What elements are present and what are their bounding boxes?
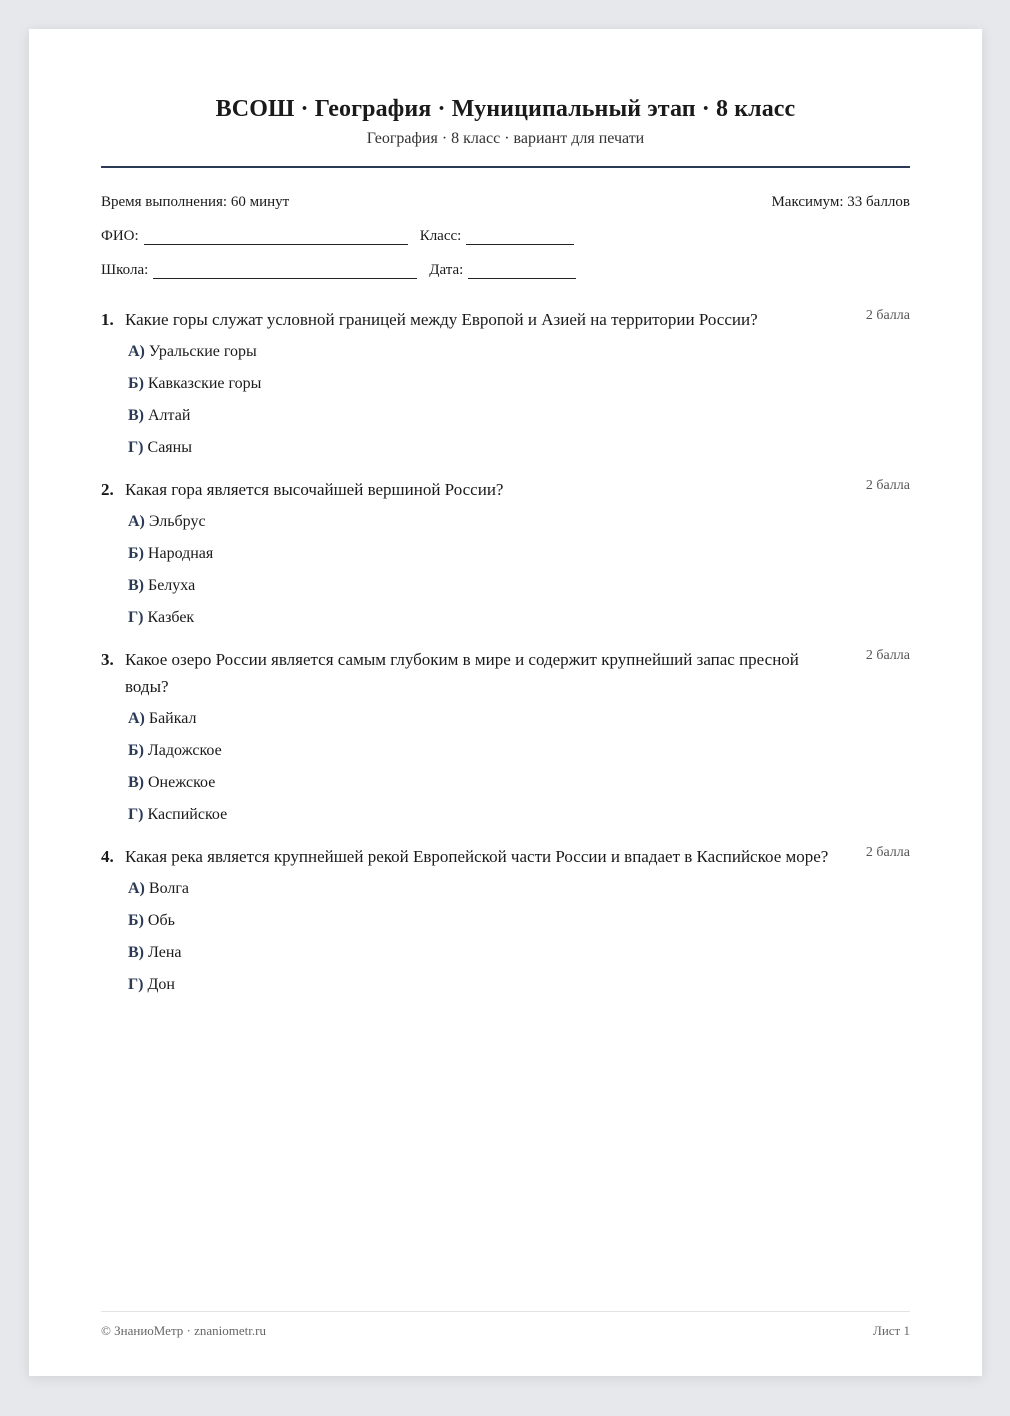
option-text: Уральские горы bbox=[148, 343, 257, 360]
option-letter: А) bbox=[128, 880, 145, 897]
option-letter: В) bbox=[128, 577, 144, 594]
option-letter: А) bbox=[128, 710, 145, 727]
question-4 bbox=[101, 843, 910, 995]
question-text: Какие горы служат условной границей между Европой и Азией на территории России? bbox=[125, 310, 758, 329]
option-text: Лена bbox=[148, 944, 182, 961]
page-subtitle: География · 8 класс · вариант для печати bbox=[366, 130, 645, 147]
answer-option bbox=[128, 342, 910, 362]
question-3 bbox=[101, 646, 910, 825]
option-text: Эльбрус bbox=[148, 513, 206, 530]
class-blank-line bbox=[466, 230, 574, 245]
page-title: ВСОШ · География · Муниципальный этап · 8 класс bbox=[215, 96, 796, 122]
class-label: Класс: bbox=[419, 228, 462, 244]
question-points: 2 балла bbox=[865, 478, 910, 493]
option-letter: В) bbox=[128, 407, 144, 424]
option-text: Казбек bbox=[147, 609, 195, 626]
option-text: Волга bbox=[148, 880, 189, 897]
option-letter: В) bbox=[128, 944, 144, 961]
answer-option bbox=[128, 911, 910, 931]
answer-option bbox=[128, 975, 910, 995]
option-text: Кавказские горы bbox=[147, 375, 262, 392]
max-score: Максимум: 33 баллов bbox=[771, 194, 910, 210]
option-letter: Г) bbox=[128, 609, 144, 626]
option-letter: Б) bbox=[128, 545, 144, 562]
option-letter: Б) bbox=[128, 375, 144, 392]
question-2 bbox=[101, 476, 910, 628]
answer-option bbox=[128, 374, 910, 394]
document-sheet bbox=[29, 29, 982, 1376]
footer-copyright: © ЗнаниоМетр · znaniometr.ru bbox=[101, 1323, 266, 1338]
fio-label: ФИО: bbox=[101, 228, 139, 244]
option-text: Белуха bbox=[148, 577, 196, 594]
time-limit: Время выполнения: 60 минут bbox=[101, 194, 290, 210]
answer-option bbox=[128, 438, 910, 458]
question-text: Какое озеро России является самым глубоким в мире и содержит крупнейший запас пресной воды? bbox=[125, 650, 799, 696]
exam-meta bbox=[101, 193, 910, 211]
option-text: Байкал bbox=[148, 710, 197, 727]
option-text: Каспийское bbox=[147, 806, 228, 823]
fio-blank-line bbox=[144, 230, 408, 245]
option-text: Онежское bbox=[148, 774, 216, 791]
question-number: 2. bbox=[101, 480, 114, 499]
question-text: Какая река является крупнейшей рекой Европейской части России и впадает в Каспийское море? bbox=[125, 847, 829, 866]
question-number: 1. bbox=[101, 310, 114, 329]
option-text: Саяны bbox=[147, 439, 192, 456]
answer-options bbox=[101, 512, 910, 628]
option-letter: А) bbox=[128, 513, 145, 530]
sheet-content bbox=[101, 29, 910, 1376]
option-letter: Г) bbox=[128, 439, 144, 456]
date-label: Дата: bbox=[429, 262, 464, 278]
answer-option bbox=[128, 512, 910, 532]
school-date-row bbox=[101, 261, 910, 279]
answer-option bbox=[128, 709, 910, 729]
option-letter: Г) bbox=[128, 976, 144, 993]
document-header bbox=[101, 29, 910, 149]
answer-options bbox=[101, 709, 910, 825]
answer-option bbox=[128, 943, 910, 963]
answer-option bbox=[128, 879, 910, 899]
document-footer bbox=[101, 1311, 910, 1339]
answer-options bbox=[101, 879, 910, 995]
option-letter: Б) bbox=[128, 742, 144, 759]
question-points: 2 балла bbox=[865, 648, 910, 663]
school-blank-line bbox=[153, 264, 417, 279]
option-letter: А) bbox=[128, 343, 145, 360]
option-text: Алтай bbox=[148, 407, 191, 424]
option-text: Дон bbox=[147, 976, 175, 993]
fio-class-row bbox=[101, 227, 910, 245]
header-divider bbox=[101, 166, 910, 168]
answer-option bbox=[128, 544, 910, 564]
question-list bbox=[101, 306, 910, 995]
answer-option bbox=[128, 805, 910, 825]
answer-option bbox=[128, 576, 910, 596]
option-letter: Г) bbox=[128, 806, 144, 823]
question-points: 2 балла bbox=[865, 308, 910, 323]
question-points: 2 балла bbox=[865, 845, 910, 860]
question-number: 3. bbox=[101, 650, 114, 669]
option-text: Ладожское bbox=[147, 742, 222, 759]
page-number: Лист 1 bbox=[873, 1323, 910, 1338]
question-number: 4. bbox=[101, 847, 114, 866]
question-1 bbox=[101, 306, 910, 458]
option-text: Обь bbox=[147, 912, 175, 929]
answer-option bbox=[128, 406, 910, 426]
answer-option bbox=[128, 741, 910, 761]
answer-option bbox=[128, 773, 910, 793]
school-label: Школа: bbox=[101, 262, 149, 278]
option-letter: В) bbox=[128, 774, 144, 791]
option-letter: Б) bbox=[128, 912, 144, 929]
answer-option bbox=[128, 608, 910, 628]
option-text: Народная bbox=[147, 545, 214, 562]
date-blank-line bbox=[468, 264, 576, 279]
answer-options bbox=[101, 342, 910, 458]
question-text: Какая гора является высочайшей вершиной России? bbox=[125, 480, 504, 499]
